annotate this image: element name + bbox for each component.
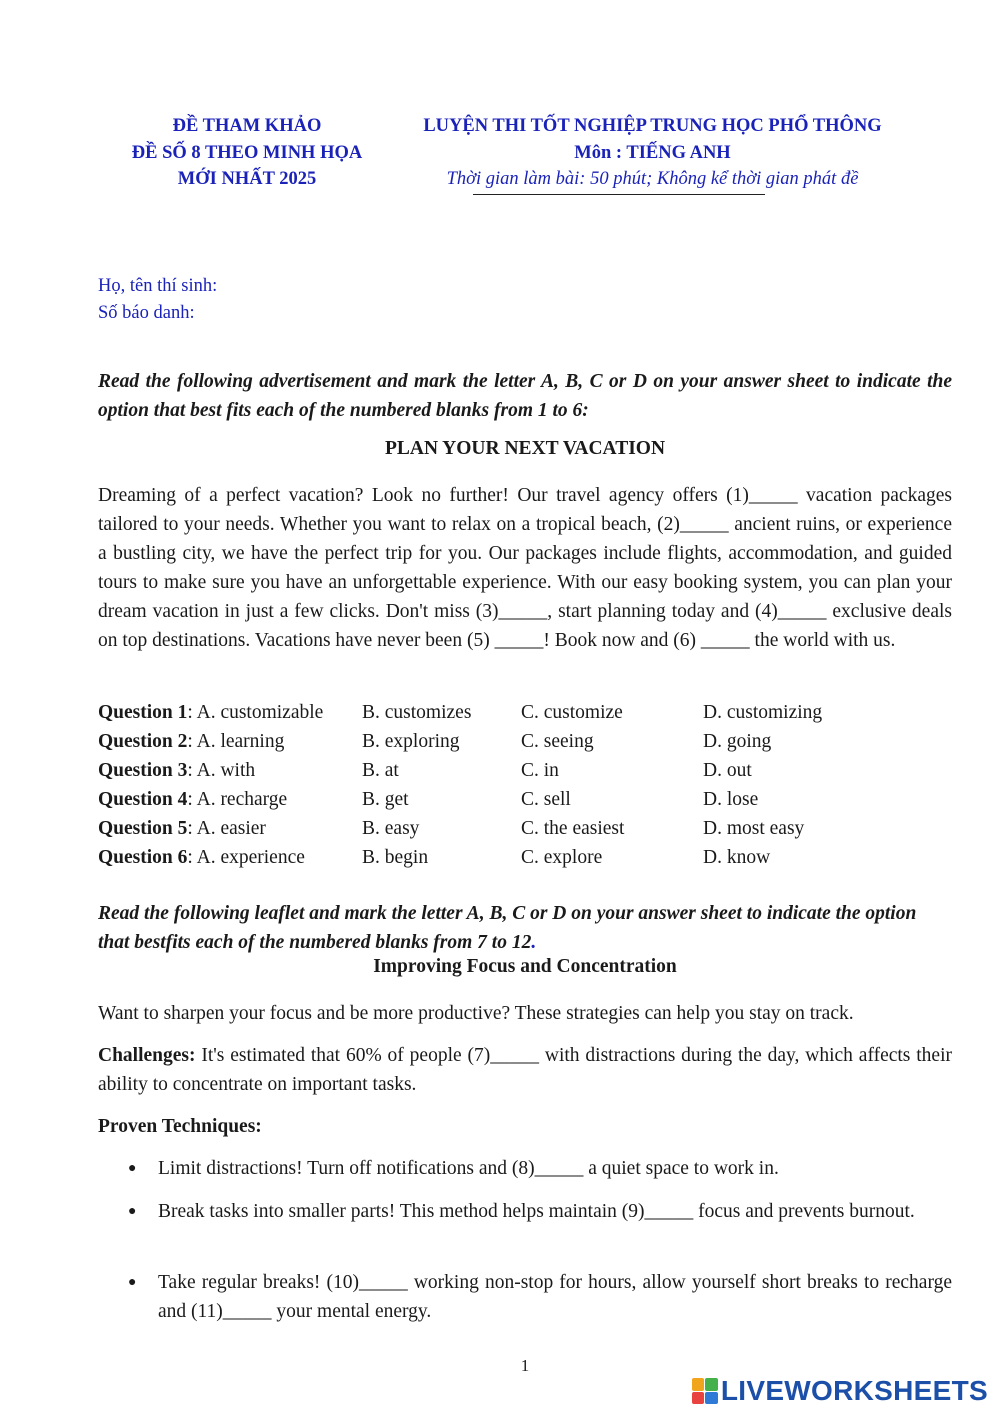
question-option-d: D. customizing <box>703 702 823 723</box>
question-label: Question 5 <box>98 818 188 839</box>
question-option-c: C. seeing <box>521 731 594 752</box>
liveworksheets-logo-icon <box>692 1378 718 1404</box>
bullet-dot-icon: ● <box>128 1204 137 1219</box>
technique-text: Take regular breaks! (10)_____ working non-stop for hours, allow yourself short breaks to recharge and (11)_____ your mental energy. <box>158 1272 952 1322</box>
question-option-a <box>98 814 362 843</box>
candidate-name-label: Họ, tên thí sinh: <box>98 276 218 296</box>
question-label: Question 6 <box>98 847 188 868</box>
question-label: Question 1 <box>98 702 188 723</box>
question-option-b: B. customizes <box>362 702 472 723</box>
question-row <box>98 698 903 727</box>
option-a-text: : A. recharge <box>187 789 288 810</box>
question-option-c: C. the easiest <box>521 818 625 839</box>
question-option-a <box>98 727 362 756</box>
question-option-b: B. begin <box>362 847 429 868</box>
question-option-c: C. in <box>521 760 559 781</box>
candidate-info <box>98 273 217 327</box>
question-option-a <box>98 756 362 785</box>
question-row <box>98 814 903 843</box>
technique-text: Break tasks into smaller parts! This method helps maintain (9)_____ focus and prevents burnout. <box>158 1201 915 1222</box>
exam-label-line-1: ĐỀ THAM KHẢO <box>172 116 322 136</box>
exam-title: LUYỆN THI TỐT NGHIỆP TRUNG HỌC PHỔ THÔNG <box>423 116 882 136</box>
option-a-text: : A. easier <box>187 818 266 839</box>
question-option-d: D. know <box>703 847 771 868</box>
question-option-b: B. get <box>362 789 409 810</box>
section2-instruction <box>98 899 952 957</box>
exam-label-line-3: MỚI NHẤT 2025 <box>177 169 317 189</box>
exam-subject: Môn : TIẾNG ANH <box>574 142 731 163</box>
option-a-text: : A. learning <box>187 731 285 752</box>
question-row <box>98 785 903 814</box>
section2-title: Improving Focus and Concentration <box>373 956 677 977</box>
question-row <box>98 843 903 872</box>
section2-instruction-period: . <box>531 932 537 953</box>
question-option-a <box>98 698 362 727</box>
exam-title-block <box>385 113 920 193</box>
question-option-b: B. easy <box>362 818 420 839</box>
techniques-heading: Proven Techniques: <box>98 1116 262 1137</box>
question-label: Question 4 <box>98 789 188 810</box>
header-rule <box>473 194 765 195</box>
question-option-b: B. exploring <box>362 731 460 752</box>
challenges-label: Challenges: <box>98 1045 196 1066</box>
liveworksheets-wordmark: LIVEWORKSHEETS <box>720 1375 988 1406</box>
section2-intro: Want to sharpen your focus and be more productive? These strategies can help you stay on track. <box>98 1003 854 1024</box>
technique-text: Limit distractions! Turn off notifications and (8)_____ a quiet space to work in. <box>158 1158 779 1179</box>
question-option-a <box>98 843 362 872</box>
question-option-c: C. explore <box>521 847 603 868</box>
section1-passage: Dreaming of a perfect vacation? Look no further! Our travel agency offers (1)_____ vacation packages tailored to your needs. Whether you want to relax on a tropical beach, (2)_____ ancient ruins, or experience a bustling city, we have the perfect trip for you. Our packages include flights, accommodation, and guided tours to make sure you have an unforgettable experience. With our easy booking system, you can plan your dream vacation in just a few clicks. Don't miss (3)_____, start planning today and (4)_____ exclusive deals on top destinations. Vacations have never been (5) _____! Book now and (6) _____ the world with us. <box>98 485 952 651</box>
exam-label-line-2: ĐỀ SỐ 8 THEO MINH HỌA <box>131 142 363 163</box>
question-option-b: B. at <box>362 760 399 781</box>
question-option-c: C. sell <box>521 789 571 810</box>
option-a-text: : A. customizable <box>187 702 324 723</box>
bullet-dot-icon: ● <box>128 1275 137 1290</box>
exam-label-block <box>92 113 402 193</box>
question-option-a <box>98 785 362 814</box>
option-a-text: : A. experience <box>187 847 305 868</box>
question-option-c: C. customize <box>521 702 623 723</box>
question-option-d: D. lose <box>703 789 759 810</box>
section1-instruction: Read the following advertisement and mark the letter A, B, C or D on your answer sheet to indicate the option that best fits each of the numbered blanks from 1 to 6: <box>98 371 952 421</box>
question-row <box>98 756 903 785</box>
section2-instruction-text: Read the following leaflet and mark the letter A, B, C or D on your answer sheet to indicate the option that bestfits each of the numbered blanks from 7 to 12 <box>98 903 917 953</box>
exam-time: Thời gian làm bài: 50 phút; Không kể thời gian phát đề <box>446 169 859 189</box>
challenges-paragraph <box>98 1041 952 1099</box>
question-table <box>98 698 903 872</box>
section1-title: PLAN YOUR NEXT VACATION <box>384 438 666 459</box>
question-option-d: D. most easy <box>703 818 805 839</box>
question-label: Question 3 <box>98 760 188 781</box>
candidate-id-label: Số báo danh: <box>98 303 195 323</box>
question-row <box>98 727 903 756</box>
question-option-d: D. going <box>703 731 772 752</box>
option-a-text: : A. with <box>187 760 256 781</box>
challenges-text: It's estimated that 60% of people (7)_____ with distractions during the day, which affects their ability to concentrate on important tasks. <box>98 1045 952 1095</box>
page-number: 1 <box>520 1356 530 1375</box>
question-label: Question 2 <box>98 731 188 752</box>
bullet-dot-icon: ● <box>128 1161 137 1176</box>
liveworksheets-logo <box>692 1374 988 1408</box>
question-option-d: D. out <box>703 760 752 781</box>
